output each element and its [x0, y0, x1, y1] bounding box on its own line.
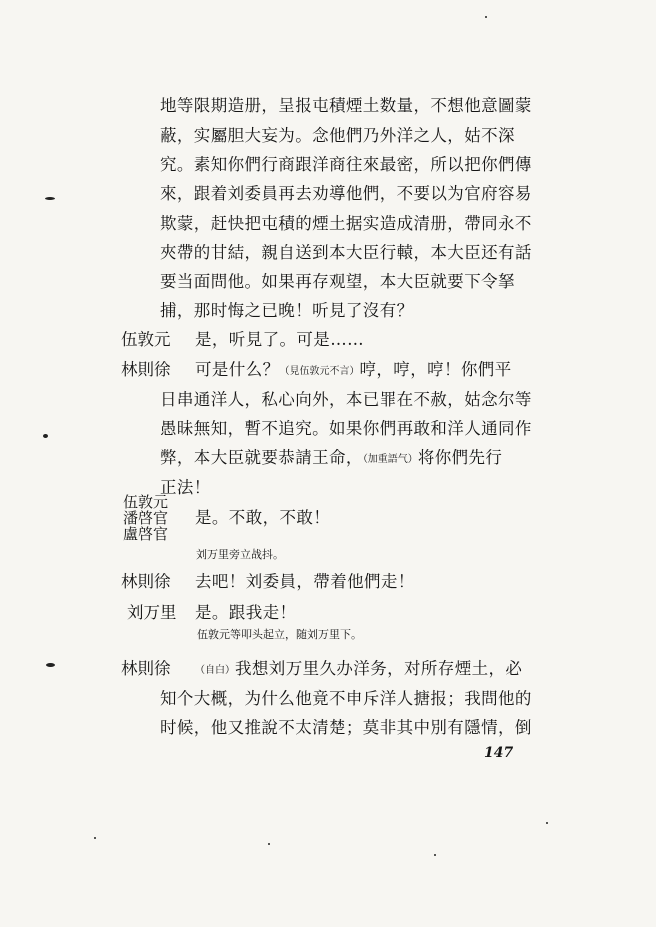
speaker-name: 伍敦元: [123, 493, 169, 511]
dialogue-line: [195, 360, 512, 382]
text-line: 夾帶的甘結，親自送到本大臣行轅，本大臣还有話: [160, 243, 532, 262]
scan-mark: [268, 843, 270, 845]
text-line: 蔽，实屬胆大妄为。念他們乃外洋之人，姑不深: [160, 126, 515, 145]
dialogue-text: 去吧！刘委員，帶着他們走！: [195, 572, 415, 591]
scan-mark: [45, 197, 55, 200]
scan-mark: [46, 663, 55, 667]
dialogue-text: 弊，本大臣就要恭請王命，: [160, 448, 363, 467]
dialogue-text: 将你們先行: [417, 448, 503, 467]
stage-direction: 刘万里旁立战抖。: [196, 548, 284, 561]
dialogue-text: 是。不敢，不敢！: [195, 508, 331, 527]
scan-mark: [434, 854, 436, 856]
dialogue-text: 是，听見了。可是……: [195, 330, 364, 349]
dialogue-text: 时候，他又推說不太清楚；莫非其中別有隱情，倒: [160, 718, 532, 737]
dialogue-text: 正法！: [160, 478, 211, 497]
text-line: 要当面問他。如果再存观望，本大臣就要下令拏: [160, 272, 515, 291]
dialogue-text: 愚昧無知，暫不追究。如果你們再敢和洋人通同作: [160, 419, 532, 438]
text-line: 來，跟着刘委員再去劝導他們，不要以为官府容易: [160, 184, 532, 203]
text-line: 地等限期造册，呈报屯積煙土数量，不想他意圖蒙: [160, 96, 532, 115]
scan-mark: [546, 822, 548, 824]
dialogue-line: [195, 659, 522, 681]
stage-direction-inline: （自白）: [195, 665, 235, 676]
dialogue-text: 日串通洋人，私心向外，本已罪在不赦，姑念尔等: [160, 390, 532, 409]
scan-mark: [94, 837, 96, 839]
stage-direction: 伍敦元等叩头起立，随刘万里下。: [197, 628, 362, 641]
text-line: 欺蒙，赶快把屯積的煙土据实造成清册，帶同永不: [160, 214, 532, 233]
text-line: 究。素知你們行商跟洋商往來最密，所以把你們傳: [160, 155, 532, 174]
speaker-name: 伍敦元: [121, 330, 171, 349]
scan-mark: [485, 16, 487, 18]
dialogue-text: 知个大概，为什么他竟不申斥洋人搪报；我問他的: [160, 689, 532, 708]
dialogue-text: 我想刘万里久办洋务，对所存煙土，必: [235, 659, 523, 678]
dialogue-text: 哼，哼，哼！你們平: [359, 360, 512, 379]
speaker-name: 刘万里: [127, 603, 177, 622]
text-line: 捕，那时悔之已晚！听見了沒有？: [160, 301, 414, 320]
speaker-name: 盧啓官: [123, 525, 169, 543]
dialogue-text: 可是什么？: [195, 360, 280, 379]
speaker-name: 潘啓官: [123, 509, 169, 527]
scan-mark: [43, 434, 48, 438]
dialogue-text: 是。跟我走！: [195, 603, 297, 622]
stage-direction-inline: （見伍敦元不言）: [279, 366, 360, 377]
speaker-name: 林則徐: [121, 659, 171, 678]
stage-direction-inline: （加重語气）: [362, 454, 418, 465]
speaker-name: 林則徐: [121, 360, 171, 379]
page-number: 147: [484, 745, 514, 761]
dialogue-line: [160, 448, 502, 470]
speaker-name: 林則徐: [121, 572, 171, 591]
